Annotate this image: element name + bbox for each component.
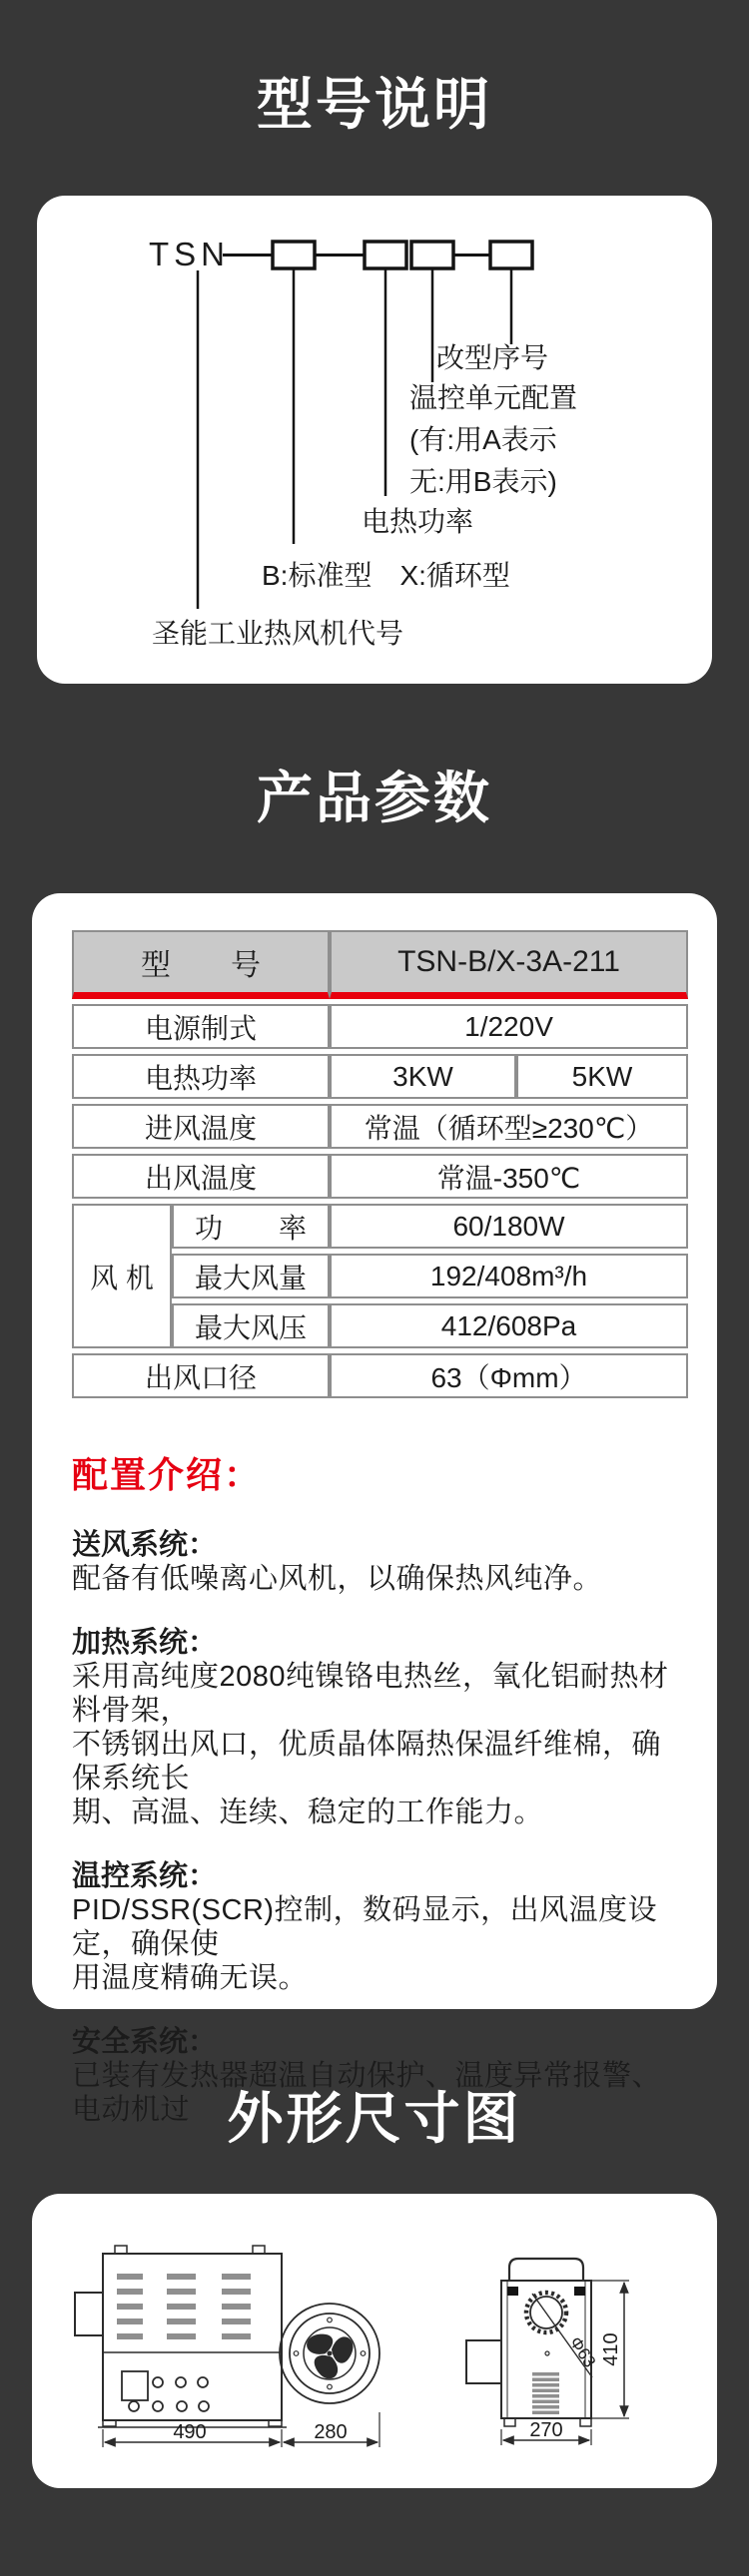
dimension-drawing bbox=[32, 2194, 717, 2488]
config-section-text: 配备有低噪离心风机，以确保热风纯净。 bbox=[72, 1563, 603, 1595]
spec-inlet-temp-value: 常温（循环型≥230℃） bbox=[330, 1104, 688, 1149]
spec-outlet-temp-value: 常温-350℃ bbox=[330, 1154, 688, 1199]
control-panel bbox=[122, 2371, 209, 2411]
config-section-text: 用温度精确无误。 bbox=[72, 1962, 309, 1994]
title-model-description: 型号说明 bbox=[257, 73, 492, 136]
config-section-text: 采用高纯度2080纯镍铬电热丝，氧化铝耐热材料骨架， bbox=[72, 1661, 669, 1727]
dimension-front-width bbox=[103, 2421, 282, 2447]
table-row bbox=[72, 930, 688, 999]
spec-fan-power-value: 60/180W bbox=[330, 1204, 688, 1249]
config-section-heating bbox=[72, 1626, 677, 1829]
label-heat-power: 电热功率 bbox=[362, 506, 474, 537]
label-temp-unit-1: 温控单元配置 bbox=[409, 382, 578, 413]
label-brand-code: 圣能工业热风机代号 bbox=[152, 618, 404, 649]
config-section-text: PID/SSR(SCR)控制，数码显示，出风温度设定，确保使 bbox=[72, 1894, 658, 1960]
spec-power-supply-label: 电源制式 bbox=[72, 1004, 330, 1049]
config-section-title: 加热系统： bbox=[72, 1627, 218, 1659]
model-code-diagram bbox=[37, 196, 712, 684]
config-intro-heading: 配置介绍： bbox=[72, 1454, 263, 1495]
front-view bbox=[75, 2246, 287, 2427]
dimension-side-height bbox=[591, 2281, 629, 2418]
spec-heat-power-value-a: 3KW bbox=[330, 1054, 516, 1099]
config-section-text: 已装有发热器超温自动保护、温度异常报警、电动机过 bbox=[72, 2060, 662, 2126]
spec-inlet-temp-label: 进风温度 bbox=[72, 1104, 330, 1149]
fan-view bbox=[280, 2304, 379, 2403]
spec-outlet-diameter-label: 出风口径 bbox=[72, 1353, 330, 1398]
dim-fan-depth-text: 280 bbox=[314, 2421, 348, 2443]
table-row bbox=[72, 1104, 688, 1149]
model-prefix-text: TSN bbox=[149, 236, 230, 272]
table-row bbox=[72, 1353, 688, 1398]
config-section-title: 送风系统： bbox=[72, 1529, 218, 1561]
dim-side-height-text: 410 bbox=[600, 2332, 622, 2366]
spec-fan-pressure-label: 最大风压 bbox=[172, 1303, 330, 1348]
label-type-code: B:标准型 X:循环型 bbox=[262, 560, 510, 591]
front-vent-slots bbox=[117, 2274, 251, 2339]
diagram-labels bbox=[152, 342, 577, 649]
dimension-drawing-card bbox=[32, 2194, 717, 2488]
spec-heat-power-label: 电热功率 bbox=[72, 1054, 330, 1099]
side-vent-slots bbox=[532, 2372, 559, 2414]
spec-power-supply-value: 1/220V bbox=[330, 1004, 688, 1049]
config-section-title: 安全系统： bbox=[72, 2026, 218, 2058]
spec-heat-power-value-b: 5KW bbox=[516, 1054, 688, 1099]
dimension-fan-depth bbox=[284, 2412, 379, 2447]
title-product-parameters: 产品参数 bbox=[257, 767, 492, 829]
spec-fan-pressure-value: 412/608Pa bbox=[330, 1303, 688, 1348]
config-section-title: 温控系统： bbox=[72, 1860, 218, 1892]
spec-model-value: TSN-B/X-3A-211 bbox=[330, 930, 688, 999]
config-section-safety bbox=[72, 2025, 677, 2127]
spec-outlet-diameter-value: 63（Φmm） bbox=[330, 1353, 688, 1398]
config-section-temp-control bbox=[72, 1859, 677, 1995]
spec-fan-airflow-label: 最大风量 bbox=[172, 1254, 330, 1298]
code-boxes bbox=[273, 242, 532, 268]
table-row bbox=[72, 1004, 688, 1049]
spec-model-label: 型 号 bbox=[72, 930, 330, 999]
spec-fan-label: 风 机 bbox=[72, 1204, 172, 1348]
spec-outlet-temp-label: 出风温度 bbox=[72, 1154, 330, 1199]
dim-side-width-text: 270 bbox=[529, 2419, 563, 2441]
model-code-card bbox=[37, 196, 712, 684]
title-dimension-diagram: 外形尺寸图 bbox=[227, 2087, 522, 2150]
table-row bbox=[72, 1054, 688, 1099]
spec-table bbox=[72, 925, 688, 1403]
spec-fan-airflow-value: 192/408m³/h bbox=[330, 1254, 688, 1298]
dim-front-width-text: 490 bbox=[173, 2421, 207, 2443]
label-temp-unit-3: 无:用B表示) bbox=[409, 466, 557, 497]
config-section-text: 期、高温、连续、稳定的工作能力。 bbox=[72, 1797, 544, 1828]
side-view bbox=[466, 2259, 599, 2426]
config-section-air-supply bbox=[72, 1528, 677, 1596]
label-revision: 改型序号 bbox=[436, 342, 549, 373]
spec-fan-power-label: 功 率 bbox=[172, 1204, 330, 1249]
dim-outlet-text: Φ63 bbox=[565, 2332, 600, 2371]
label-temp-unit-2: (有:用A表示 bbox=[409, 424, 557, 455]
config-section-text: 不锈钢出风口，优质晶体隔热保温纤维棉，确保系统长 bbox=[72, 1729, 662, 1795]
table-row bbox=[72, 1154, 688, 1199]
table-row bbox=[72, 1204, 688, 1249]
